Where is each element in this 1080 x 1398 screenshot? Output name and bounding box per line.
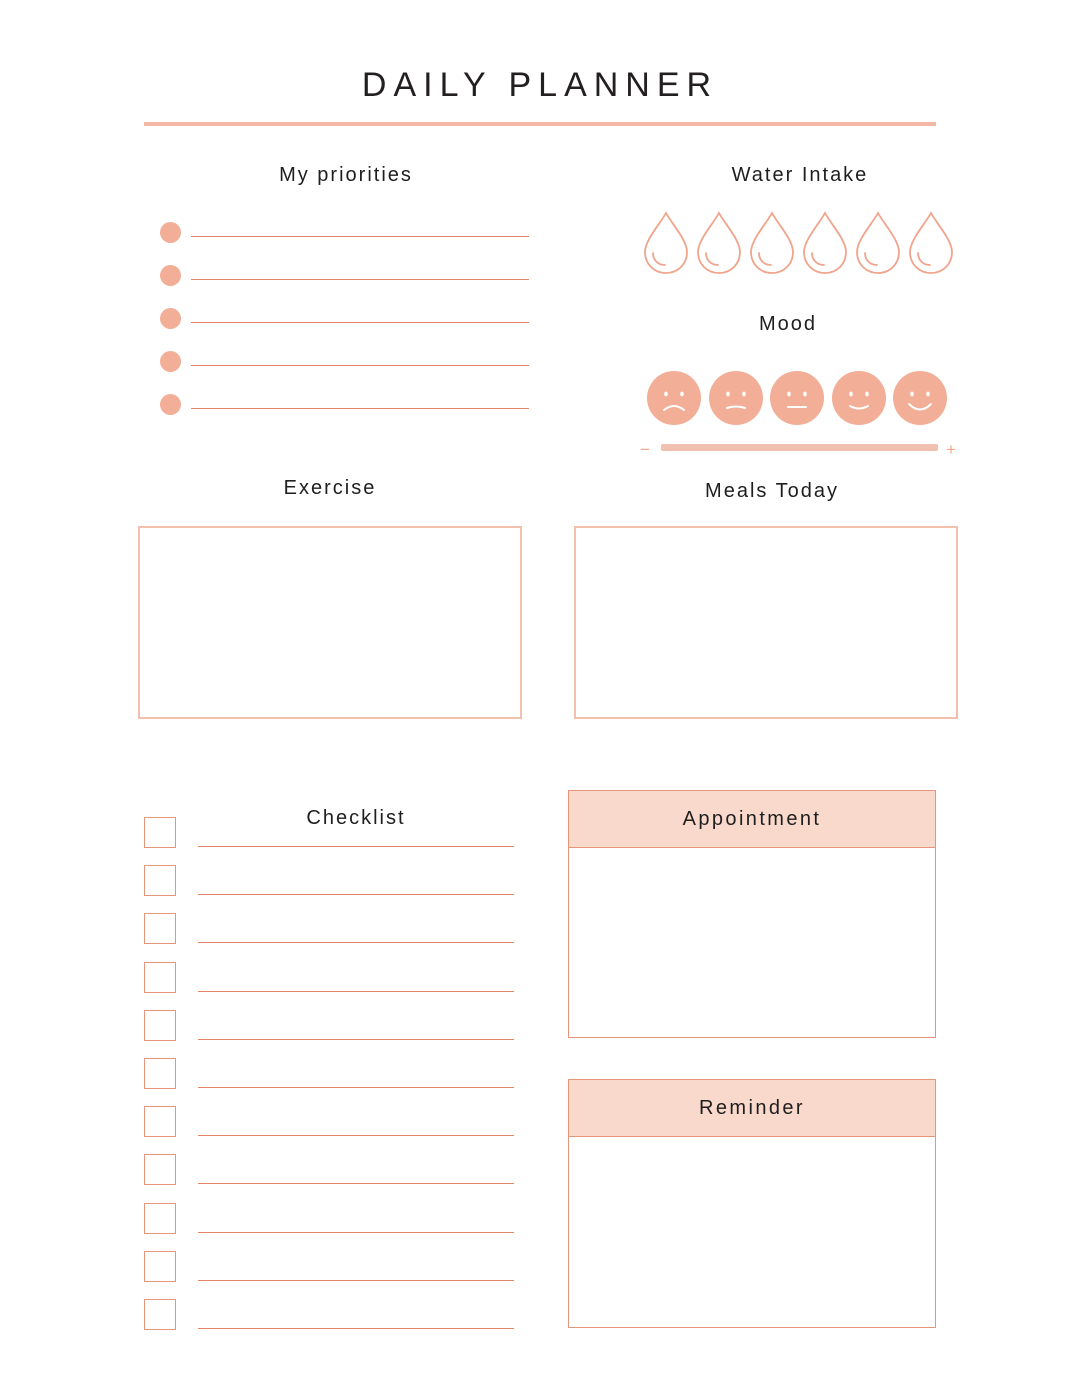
mood-scale-min-label: −	[640, 440, 650, 459]
checkbox[interactable]	[144, 1299, 176, 1330]
checklist-item[interactable]	[144, 865, 516, 897]
exercise-heading: Exercise	[283, 477, 377, 499]
bullet-dot-icon	[160, 351, 181, 372]
sad-face-icon[interactable]	[708, 370, 764, 426]
water-drop-icon[interactable]	[746, 210, 798, 276]
checklist-item[interactable]	[144, 1154, 516, 1186]
checklist-line[interactable]	[198, 1280, 514, 1281]
checklist-item[interactable]	[144, 962, 516, 994]
checkbox[interactable]	[144, 962, 176, 993]
meals-heading: Meals Today	[705, 480, 839, 502]
priority-item[interactable]	[160, 265, 532, 289]
priority-line[interactable]	[191, 236, 529, 237]
checklist-line[interactable]	[198, 1232, 514, 1233]
mood-faces	[646, 370, 956, 432]
water-drop-icon[interactable]	[640, 210, 692, 276]
priority-item[interactable]	[160, 222, 532, 246]
very-happy-face-icon[interactable]	[892, 370, 948, 426]
checklist-line[interactable]	[198, 991, 514, 992]
checkbox[interactable]	[144, 865, 176, 896]
page-title: DAILY PLANNER	[361, 66, 719, 104]
priority-line[interactable]	[191, 322, 529, 323]
bullet-dot-icon	[160, 394, 181, 415]
mood-scale-max-label: +	[946, 440, 956, 459]
checklist-line[interactable]	[198, 942, 514, 943]
water-drop-icon[interactable]	[693, 210, 745, 276]
priority-line[interactable]	[191, 279, 529, 280]
checklist-line[interactable]	[198, 894, 514, 895]
water-drop-icon[interactable]	[799, 210, 851, 276]
appointment-heading: Appointment	[569, 791, 935, 848]
checklist-item[interactable]	[144, 1251, 516, 1283]
checkbox[interactable]	[144, 1058, 176, 1089]
title-divider	[144, 122, 936, 126]
mood-scale-bar[interactable]	[661, 444, 938, 451]
checklist-line[interactable]	[198, 1039, 514, 1040]
checklist-line[interactable]	[198, 1087, 514, 1088]
meals-box[interactable]	[574, 526, 958, 719]
checklist-item[interactable]	[144, 1299, 516, 1331]
bullet-dot-icon	[160, 265, 181, 286]
checkbox[interactable]	[144, 1106, 176, 1137]
priority-item[interactable]	[160, 308, 532, 332]
checklist-item[interactable]	[144, 817, 516, 849]
checklist-heading: Checklist	[306, 807, 406, 829]
bullet-dot-icon	[160, 308, 181, 329]
priority-line[interactable]	[191, 408, 529, 409]
checkbox[interactable]	[144, 1010, 176, 1041]
reminder-heading: Reminder	[569, 1080, 935, 1137]
checkbox[interactable]	[144, 1154, 176, 1185]
neutral-face-icon[interactable]	[769, 370, 825, 426]
water-drops	[640, 210, 960, 280]
checklist-item[interactable]	[144, 1010, 516, 1042]
priorities-heading: My priorities	[279, 164, 413, 186]
checkbox[interactable]	[144, 817, 176, 848]
very-sad-face-icon[interactable]	[646, 370, 702, 426]
checkbox[interactable]	[144, 1203, 176, 1234]
checklist-item[interactable]	[144, 913, 516, 945]
bullet-dot-icon	[160, 222, 181, 243]
checklist-line[interactable]	[198, 1328, 514, 1329]
water-drop-icon[interactable]	[852, 210, 904, 276]
water-drop-icon[interactable]	[905, 210, 957, 276]
checklist-item[interactable]	[144, 1203, 516, 1235]
exercise-box[interactable]	[138, 526, 522, 719]
happy-face-icon[interactable]	[831, 370, 887, 426]
checklist-line[interactable]	[198, 846, 514, 847]
checkbox[interactable]	[144, 1251, 176, 1282]
checklist-item[interactable]	[144, 1106, 516, 1138]
checkbox[interactable]	[144, 913, 176, 944]
appointment-card[interactable]	[568, 790, 936, 1038]
reminder-card[interactable]	[568, 1079, 936, 1328]
priority-item[interactable]	[160, 351, 532, 375]
checklist-line[interactable]	[198, 1135, 514, 1136]
water-intake-heading: Water Intake	[731, 164, 869, 186]
priority-line[interactable]	[191, 365, 529, 366]
checklist-line[interactable]	[198, 1183, 514, 1184]
checklist-item[interactable]	[144, 1058, 516, 1090]
priority-item[interactable]	[160, 394, 532, 418]
mood-heading: Mood	[758, 313, 818, 335]
